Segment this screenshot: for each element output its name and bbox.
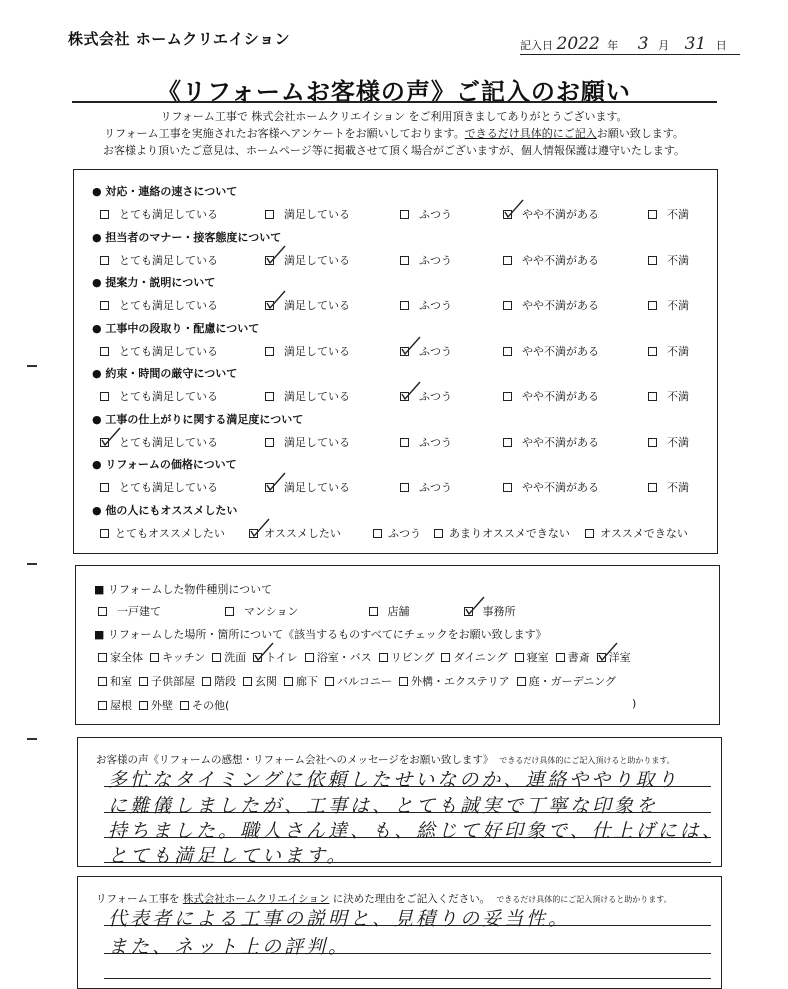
checkbox[interactable] [400,256,409,265]
option-label: その他( [192,699,230,712]
question-heading: ● 約束・時間の厳守について [92,367,238,380]
checkbox-checked[interactable] [253,653,262,662]
survey-option[interactable] [648,252,689,268]
checkbox[interactable] [100,392,109,401]
option-label: キッチン [162,651,206,664]
survey-option[interactable] [400,206,452,222]
option-label: 屋根 [110,699,132,712]
checkbox[interactable] [503,256,512,265]
checkbox-checked[interactable] [597,653,606,662]
date-year-unit: 年 [607,39,619,52]
checkbox[interactable] [648,210,657,219]
checkbox-checked[interactable] [400,347,409,356]
place-option[interactable] [98,697,132,713]
question-heading: ● 担当者のマナー・接客態度について [92,230,282,244]
voice-line[interactable]: とても満足しています。 [108,845,349,867]
place-option[interactable] [399,673,510,689]
option-label: 外構・エクステリア [411,675,510,688]
survey-option[interactable] [100,388,218,404]
property-section [75,565,720,725]
places-heading: ■ リフォームした場所・箇所について《該当するものすべてにチェックをお願い致します》 [94,628,547,641]
place-option[interactable] [597,649,631,665]
option-label: リビング [390,651,435,664]
checkbox-checked[interactable] [503,210,512,219]
place-option[interactable] [305,649,372,665]
option-label: 満足している [284,481,350,494]
option-label: 不満 [667,390,689,403]
survey-question [92,229,702,267]
survey-option[interactable] [100,434,218,450]
survey-option[interactable] [503,297,599,313]
checkbox-checked[interactable] [265,301,274,310]
survey-option[interactable] [400,297,452,313]
option-label: 和室 [110,675,132,688]
checkbox[interactable] [556,653,565,662]
voice-line[interactable]: 持ちました。職人さん達、も、総じて好印象で、仕上げには、 [108,820,724,842]
option-label: 満足している [284,253,350,267]
survey-option[interactable] [400,434,452,450]
place-option[interactable] [212,649,246,665]
reason-company: 株式会社ホームクリエイション [182,893,330,905]
survey-option[interactable] [503,343,599,359]
option-label: 満足している [284,390,350,403]
checkbox[interactable] [648,438,657,447]
survey-option[interactable] [400,388,452,404]
checkbox[interactable] [150,653,159,662]
checkbox[interactable] [400,301,409,310]
option-label: 満足している [284,435,350,449]
place-option[interactable] [150,649,205,665]
survey-question [92,365,702,403]
option-label: 不満 [667,435,689,449]
option-label: ふつう [419,390,452,403]
option-label: とても満足している [119,481,218,494]
reason-heading-b: に決めた理由をご記入ください。 [332,893,491,905]
reason-heading-a: リフォーム工事を [96,893,180,905]
checkbox[interactable] [139,701,148,710]
checkbox[interactable] [265,210,274,219]
option-label: 寝室 [526,651,549,664]
checkbox[interactable] [434,529,443,538]
question-heading: ● 他の人にもオススメしたい [92,503,238,517]
checkbox[interactable] [100,301,109,310]
satisfaction-survey [73,169,718,554]
survey-option[interactable] [265,388,350,404]
place-option[interactable] [556,649,590,665]
property-type-heading: ■ リフォームした物件種別について [94,583,273,596]
checkbox[interactable] [202,677,211,686]
survey-option[interactable] [265,252,350,268]
place-option[interactable] [243,673,277,689]
survey-option[interactable] [265,479,350,495]
option-label: 満足している [284,344,350,358]
voice-heading-text: お客様の声《リフォームの感想・リフォーム会社へのメッセージをお願い致します》 [96,754,494,766]
reason-section [77,876,722,989]
checkbox[interactable] [265,392,274,401]
company-name: 株式会社 ホームクリエイション [68,30,291,48]
places-row [98,697,236,713]
option-label: とても満足している [119,435,218,449]
survey-option[interactable] [100,479,218,495]
place-option[interactable] [284,673,318,689]
option-label: オススメしたい [264,526,341,540]
survey-option[interactable] [100,206,218,222]
checkbox[interactable] [325,677,334,686]
checkbox[interactable] [100,256,109,265]
option-label: 外壁 [151,699,173,712]
checkbox[interactable] [400,483,409,492]
option-label: 一戸建て [117,605,161,618]
question-heading: ● 提案力・説明について [92,276,216,289]
option-label: 不満 [667,481,689,494]
checkbox[interactable] [400,438,409,447]
property-type-option[interactable] [369,603,410,619]
page-title: 《リフォームお客様の声》ご記入のお願い [157,78,631,106]
date-day[interactable]: 31 [684,34,707,54]
checkbox-checked[interactable] [265,483,274,492]
option-label: とても満足している [119,253,218,267]
checkbox[interactable] [503,392,512,401]
survey-option[interactable] [400,343,452,359]
property-type-option[interactable] [225,603,299,619]
option-label: やや不満がある [522,390,599,403]
survey-option[interactable] [400,479,452,495]
survey-option[interactable] [100,525,225,541]
question-heading: ● 対応・連絡の速さについて [92,185,238,198]
customer-voice-section [77,737,722,867]
option-label: ふつう [419,481,452,494]
survey-question [92,183,702,221]
survey-option[interactable] [585,525,688,541]
place-option[interactable] [139,697,173,713]
option-label: やや不満がある [522,481,599,494]
place-option[interactable] [98,673,132,689]
checkbox[interactable] [265,438,274,447]
survey-option[interactable] [100,297,218,313]
checkbox-checked[interactable] [100,438,109,447]
intro-line-3: お客様より頂いたご意見は、ホームページ等に掲載させて頂く場合がございますが、個人情報保護は遵守いたします。 [103,144,685,157]
option-label: ふつう [419,253,452,267]
option-label: やや不満がある [522,253,599,267]
option-label: とても満足している [119,208,218,221]
intro-line-2b: お願い致します。 [596,127,684,140]
option-label: ふつう [419,435,452,449]
date-month-unit: 月 [658,39,670,52]
place-option[interactable] [379,649,435,665]
checkbox[interactable] [648,483,657,492]
checkbox[interactable] [648,347,657,356]
intro-line-1: リフォーム工事で 株式会社ホームクリエイション をご利用頂きましてありがとうございます。 [160,110,628,123]
survey-option[interactable] [265,343,350,359]
survey-question [92,320,702,358]
option-label: とても満足している [119,299,218,312]
property-type-option[interactable] [98,603,161,619]
date-day-unit: 日 [715,39,727,52]
question-heading: ● リフォームの価格について [92,458,237,471]
intro-line-2a: リフォーム工事を実施されたお客様へアンケートをお願いしております。 [104,127,465,140]
survey-option[interactable] [100,343,218,359]
survey-option[interactable] [648,479,689,495]
option-label: 廊下 [296,675,318,688]
option-label: 不満 [667,344,689,358]
checkbox[interactable] [399,677,408,686]
entry-date [520,34,740,55]
date-month[interactable]: 3 [637,34,649,54]
survey-option[interactable] [648,297,689,313]
option-label: あまりオススメできない [449,526,570,540]
checkbox[interactable] [100,347,109,356]
survey-question [92,456,702,494]
survey-option[interactable] [503,479,599,495]
ruled-line [104,978,711,979]
place-option[interactable] [180,697,229,713]
place-option[interactable] [441,649,507,665]
checkbox[interactable] [180,701,189,710]
survey-option[interactable] [503,206,599,222]
survey-option[interactable] [503,434,599,450]
checkbox[interactable] [98,701,107,710]
voice-line[interactable]: に難儀しましたが、工事は、とても誠実で丁寧な印象を [108,795,659,817]
question-heading: ● 工事中の段取り・配慮について [92,321,260,335]
date-label: 記入日 [520,39,553,52]
intro-text [0,108,788,159]
property-type-options [98,603,516,619]
checkbox[interactable] [369,607,378,616]
option-label: やや不満がある [522,299,599,312]
checkbox[interactable] [648,392,657,401]
option-label: オススメできない [600,526,688,540]
option-label: 不満 [667,253,689,267]
checkbox[interactable] [243,677,252,686]
option-label: 書斎 [567,651,590,664]
voice-line[interactable]: 多忙なタイミングに依頼したせいなのか、連絡ややり取り [108,769,680,791]
places-row [98,649,638,665]
checkbox[interactable] [265,347,274,356]
survey-option[interactable] [648,388,689,404]
checkbox[interactable] [284,677,293,686]
survey-question [92,274,702,312]
option-label: 浴室・バス [316,651,372,664]
option-label: 洗面 [224,651,247,664]
survey-option[interactable] [648,434,689,450]
checkbox[interactable] [139,677,148,686]
place-option[interactable] [139,673,195,689]
survey-option[interactable] [434,525,570,541]
checkbox[interactable] [400,210,409,219]
checkbox-checked[interactable] [265,256,274,265]
intro-line-2 [0,125,788,142]
place-option[interactable] [98,649,143,665]
checkbox[interactable] [379,653,388,662]
survey-option[interactable] [503,388,599,404]
checkbox[interactable] [648,256,657,265]
checkbox[interactable] [503,438,512,447]
option-label: とても満足している [119,390,218,403]
option-label: 店舗 [387,605,410,618]
option-label: ダイニング [453,651,508,664]
option-label: とても満足している [119,344,218,358]
checkbox[interactable] [225,607,234,616]
place-option[interactable] [253,649,297,665]
option-label: 玄関 [255,675,277,688]
survey-option[interactable] [100,252,218,268]
place-option[interactable] [325,673,392,689]
checkbox[interactable] [98,677,107,686]
option-label: 不満 [667,299,689,312]
option-label: 洋室 [608,651,631,664]
checkbox[interactable] [305,653,314,662]
option-label: 不満 [667,208,689,221]
option-label: 満足している [284,208,350,221]
intro-emphasis: できるだけ具体的にご記入 [464,127,597,140]
checkbox[interactable] [585,529,594,538]
option-label: やや不満がある [522,435,599,449]
option-label: やや不満がある [522,208,599,221]
option-label: マンション [244,605,299,618]
option-label: 庭・ガーデニング [528,675,617,688]
survey-question [92,502,702,540]
checkbox[interactable] [517,677,526,686]
survey-option[interactable] [648,206,689,222]
option-label: ふつう [419,208,452,221]
option-label: やや不満がある [522,344,599,358]
survey-option[interactable] [265,206,350,222]
option-label: とてもオススメしたい [115,526,225,540]
property-type-option[interactable] [464,603,516,619]
margin-mark [27,738,37,740]
checkbox-checked[interactable] [400,392,409,401]
checkbox[interactable] [503,301,512,310]
option-label: 子供部屋 [151,675,195,688]
place-option[interactable] [517,673,616,689]
question-heading: ● 工事の仕上がりに関する満足度について [92,412,304,426]
option-label: 事務所 [482,605,516,618]
checkbox[interactable] [373,529,382,538]
survey-option[interactable] [265,434,350,450]
checkbox-checked[interactable] [464,607,473,616]
checkbox-checked[interactable] [249,529,258,538]
checkbox[interactable] [515,653,524,662]
checkbox[interactable] [503,347,512,356]
date-year[interactable]: 2022 [556,34,600,54]
place-option[interactable] [515,649,549,665]
option-label: 満足している [284,299,350,312]
places-row [98,673,623,689]
option-label: 階段 [214,675,236,688]
option-label: 家全体 [110,651,143,664]
checkbox[interactable] [503,483,512,492]
reason-line[interactable]: また、ネット上の評判。 [108,936,351,958]
option-label: バルコニー [337,675,392,688]
survey-option[interactable] [648,343,689,359]
option-label: トイレ [265,651,298,664]
checkbox[interactable] [100,483,109,492]
title-divider [72,101,717,103]
checkbox[interactable] [441,653,450,662]
reason-note: できるだけ具体的にご記入頂けると助かります。 [496,895,672,904]
survey-option[interactable] [503,252,599,268]
reason-line[interactable]: 代表者による工事の説明と、見積りの妥当性。 [108,908,571,930]
checkbox[interactable] [100,210,109,219]
place-option[interactable] [202,673,236,689]
option-label: ふつう [388,526,421,540]
checkbox[interactable] [648,301,657,310]
checkbox[interactable] [98,653,107,662]
option-label: ふつう [419,344,452,358]
margin-mark [27,365,37,367]
checkbox[interactable] [100,529,109,538]
voice-note: できるだけ具体的にご記入頂けると助かります。 [499,756,675,765]
margin-mark [27,563,37,565]
survey-option[interactable] [265,297,350,313]
survey-option[interactable] [249,525,341,541]
checkbox[interactable] [98,607,107,616]
other-close-paren: ) [632,697,637,710]
survey-option[interactable] [373,525,421,541]
survey-option[interactable] [400,252,452,268]
checkbox[interactable] [212,653,221,662]
option-label: ふつう [419,299,452,312]
survey-question [92,411,702,449]
